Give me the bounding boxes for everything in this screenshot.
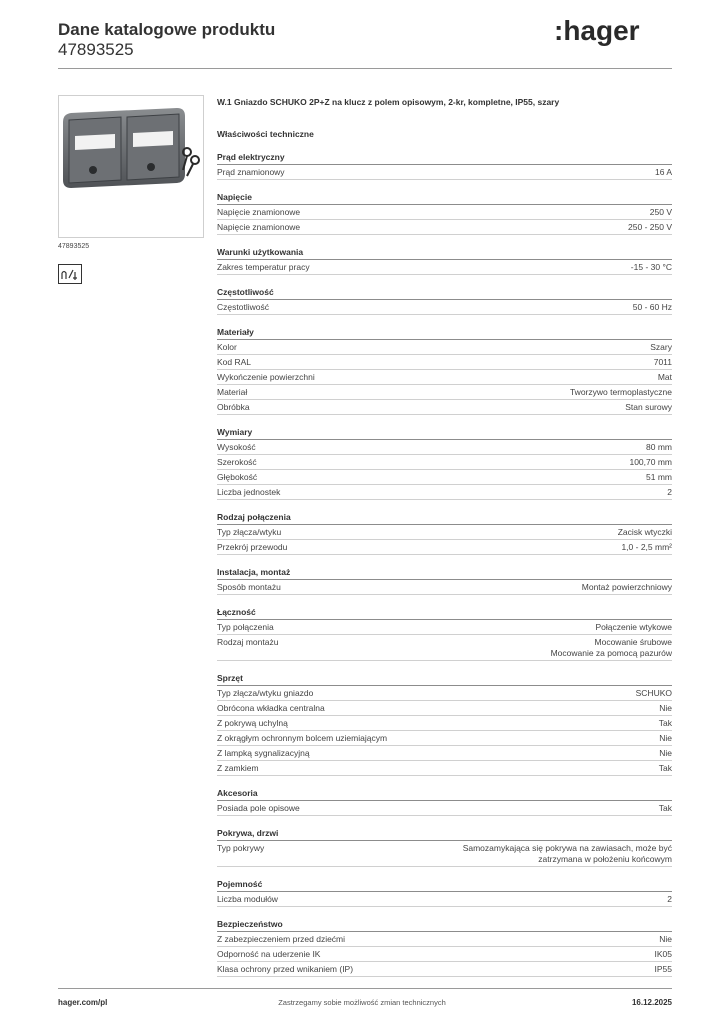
property-label: Z zabezpieczeniem przed dziećmi: [217, 934, 346, 944]
property-value: [667, 487, 672, 498]
footer-date: 16.12.2025: [631, 998, 672, 1007]
property-value-line: 250 - 250 V: [628, 222, 672, 232]
property-value-line: Tworzywo termoplastyczne: [569, 387, 672, 397]
property-row: [217, 746, 672, 761]
property-label: Prąd znamionowy: [217, 167, 285, 177]
property-label: Przekrój przewodu: [217, 542, 288, 552]
property-label: Typ złącza/wtyku: [217, 527, 282, 537]
group-title: Napięcie: [217, 192, 672, 205]
property-value-line: 51 mm: [646, 472, 672, 482]
property-value: [618, 527, 672, 538]
property-label: Typ złącza/wtyku gniazdo: [217, 688, 314, 698]
property-label: Napięcie znamionowe: [217, 222, 301, 232]
property-label: Wysokość: [217, 442, 256, 452]
property-group: [217, 919, 672, 977]
property-row: [217, 440, 672, 455]
property-row: [217, 220, 672, 235]
property-value: [633, 302, 672, 313]
property-value-line: 2: [667, 894, 672, 904]
property-value-line: 250 V: [649, 207, 672, 217]
property-group: [217, 327, 672, 415]
property-value-line: IP55: [654, 964, 672, 974]
property-value-line: Połączenie wtykowe: [595, 622, 672, 632]
document-product-id: 47893525: [58, 40, 134, 59]
property-value: [646, 472, 672, 483]
property-value-line: 50 - 60 Hz: [632, 302, 672, 312]
property-label: Z zamkiem: [217, 763, 259, 773]
property-row: [217, 635, 672, 661]
property-label: Z okrągłym ochronnym bolcem uziemiającym: [217, 733, 388, 743]
property-row: [217, 470, 672, 485]
property-value-line: Zacisk wtyczki: [617, 527, 672, 537]
property-row: [217, 892, 672, 907]
property-row: [217, 260, 672, 275]
property-value: [659, 718, 672, 729]
group-title: Bezpieczeństwo: [217, 919, 672, 932]
property-label: Obróbka: [217, 402, 250, 412]
property-label: Szerokość: [217, 457, 257, 467]
property-value-line: Szary: [650, 342, 672, 352]
property-row: [217, 932, 672, 947]
property-value: [659, 934, 672, 945]
property-group: [217, 152, 672, 180]
property-label: Kod RAL: [217, 357, 252, 367]
property-label: Z pokrywą uchylną: [217, 718, 288, 728]
property-value: [650, 207, 672, 218]
property-value-line: Mocowanie za pomocą pazurów: [550, 648, 672, 658]
property-value-line: 7011: [653, 357, 672, 367]
group-title: Materiały: [217, 327, 672, 340]
property-label: Obrócona wkładka centralna: [217, 703, 325, 713]
property-value-line: SCHUKO: [635, 688, 672, 698]
property-value-line: Tak: [658, 763, 672, 773]
property-value-line: Tak: [658, 803, 672, 813]
property-value-line: IK05: [654, 949, 672, 959]
property-label: Rodzaj montażu: [217, 637, 279, 647]
property-row: [217, 841, 672, 867]
property-row: [217, 962, 672, 977]
properties-heading: Właściwości techniczne: [217, 129, 314, 139]
property-value: [595, 622, 672, 633]
property-value: [659, 748, 672, 759]
property-row: [217, 540, 672, 555]
property-row: [217, 580, 672, 595]
property-value-line: Nie: [659, 748, 672, 758]
property-value-line: Tak: [658, 718, 672, 728]
footer-notice: Zastrzegamy sobie możliwość zmian technicznych: [278, 998, 446, 1007]
property-label: Napięcie znamionowe: [217, 207, 301, 217]
property-row: [217, 165, 672, 180]
property-group: [217, 247, 672, 275]
property-value: [655, 167, 672, 178]
property-label: Liczba jednostek: [217, 487, 281, 497]
property-label: Głębokość: [217, 472, 258, 482]
property-value-line: Stan surowy: [625, 402, 672, 412]
property-label: Typ połączenia: [217, 622, 274, 632]
property-value: [625, 402, 672, 413]
group-title: Sprzęt: [217, 673, 672, 686]
property-label: Materiał: [217, 387, 248, 397]
group-title: Warunki użytkowania: [217, 247, 672, 260]
property-groups: [217, 152, 672, 977]
property-value-line: 16 A: [654, 167, 672, 177]
group-title: Łączność: [217, 607, 672, 620]
property-value-line: Samozamykająca się pokrywa na zawiasach, może być: [462, 843, 672, 853]
hager-logo-text: :hager: [554, 16, 640, 46]
group-title: Prąd elektryczny: [217, 152, 672, 165]
group-title: Częstotliwość: [217, 287, 672, 300]
property-value-line: zatrzymana w położeniu końcowym: [538, 854, 672, 864]
group-title: Akcesoria: [217, 788, 672, 801]
property-value-line: 2: [667, 487, 672, 497]
property-value-line: 80 mm: [646, 442, 672, 452]
property-row: [217, 455, 672, 470]
property-value: [655, 949, 673, 960]
property-row: [217, 731, 672, 746]
property-value: [621, 542, 672, 553]
group-title: Pokrywa, drzwi: [217, 828, 672, 841]
property-row: [217, 686, 672, 701]
product-image: [58, 95, 204, 238]
property-group: [217, 287, 672, 315]
property-value-line: Nie: [659, 934, 672, 944]
property-value-line: -15 - 30 °C: [630, 262, 672, 272]
property-row: [217, 300, 672, 315]
property-value-line: 1,0 - 2,5 mm²: [621, 542, 672, 552]
property-row: [217, 340, 672, 355]
property-value: [631, 262, 672, 273]
property-value-line: Montaż powierzchniowy: [581, 582, 672, 592]
property-value: [582, 582, 672, 593]
property-value: [636, 688, 672, 699]
property-value-line: Mat: [657, 372, 672, 382]
property-row: [217, 525, 672, 540]
property-value: [659, 763, 672, 774]
footer-divider: [58, 988, 672, 989]
property-value: [659, 733, 672, 744]
property-group: [217, 673, 672, 776]
property-label: Odporność na uderzenie IK: [217, 949, 321, 959]
property-label: Zakres temperatur pracy: [217, 262, 310, 272]
group-title: Pojemność: [217, 879, 672, 892]
property-value: [628, 222, 672, 233]
property-value: [654, 357, 672, 368]
property-row: [217, 205, 672, 220]
group-title: Rodzaj połączenia: [217, 512, 672, 525]
property-label: Wykończenie powierzchni: [217, 372, 315, 382]
header-divider: [58, 68, 672, 69]
property-label: Liczba modułów: [217, 894, 278, 904]
property-label: Kolor: [217, 342, 237, 352]
property-group: [217, 192, 672, 235]
property-row: [217, 947, 672, 962]
property-label: Sposób montażu: [217, 582, 281, 592]
property-row: [217, 801, 672, 816]
product-details: [217, 95, 672, 977]
property-group: [217, 828, 672, 867]
ip-label-icon: [58, 264, 82, 284]
property-row: [217, 485, 672, 500]
property-group: [217, 427, 672, 500]
property-value: [570, 387, 672, 398]
property-group: [217, 788, 672, 816]
property-row: [217, 620, 672, 635]
property-label: Typ pokrywy: [217, 843, 265, 853]
property-row: [217, 701, 672, 716]
property-label: Z lampką sygnalizacyjną: [217, 748, 310, 758]
property-group: [217, 512, 672, 555]
property-value: [658, 372, 672, 383]
property-row: [217, 716, 672, 731]
property-group: [217, 607, 672, 661]
property-group: [217, 567, 672, 595]
property-row: [217, 761, 672, 776]
group-title: Instalacja, montaż: [217, 567, 672, 580]
property-value: [659, 803, 672, 814]
property-group: [217, 879, 672, 907]
property-value: [659, 703, 672, 714]
property-value: [650, 342, 672, 353]
group-title: Wymiary: [217, 427, 672, 440]
property-value: [655, 964, 673, 975]
property-row: [217, 355, 672, 370]
property-row: [217, 385, 672, 400]
property-row: [217, 400, 672, 415]
product-title: W.1 Gniazdo SCHUKO 2P+Z na klucz z polem opisowym, 2-kr, kompletne, IP55, szary: [217, 97, 560, 107]
property-row: [217, 370, 672, 385]
property-value: [667, 894, 672, 905]
property-label: Częstotliwość: [217, 302, 269, 312]
property-value: [646, 442, 672, 453]
document-title: Dane katalogowe produktu: [58, 20, 276, 39]
property-value-line: Nie: [659, 733, 672, 743]
property-value: [463, 843, 672, 865]
property-label: Klasa ochrony przed wnikaniem (IP): [217, 964, 354, 974]
property-value-line: Mocowanie śrubowe: [594, 637, 672, 647]
property-value: [629, 457, 672, 468]
property-value-line: Nie: [659, 703, 672, 713]
property-value-line: 100,70 mm: [629, 457, 672, 467]
property-label: Posiada pole opisowe: [217, 803, 300, 813]
footer-website: hager.com/pl: [58, 998, 108, 1007]
property-value: [551, 637, 672, 659]
sidebar-product-id: 47893525: [58, 243, 90, 250]
hager-logo: [554, 16, 664, 46]
